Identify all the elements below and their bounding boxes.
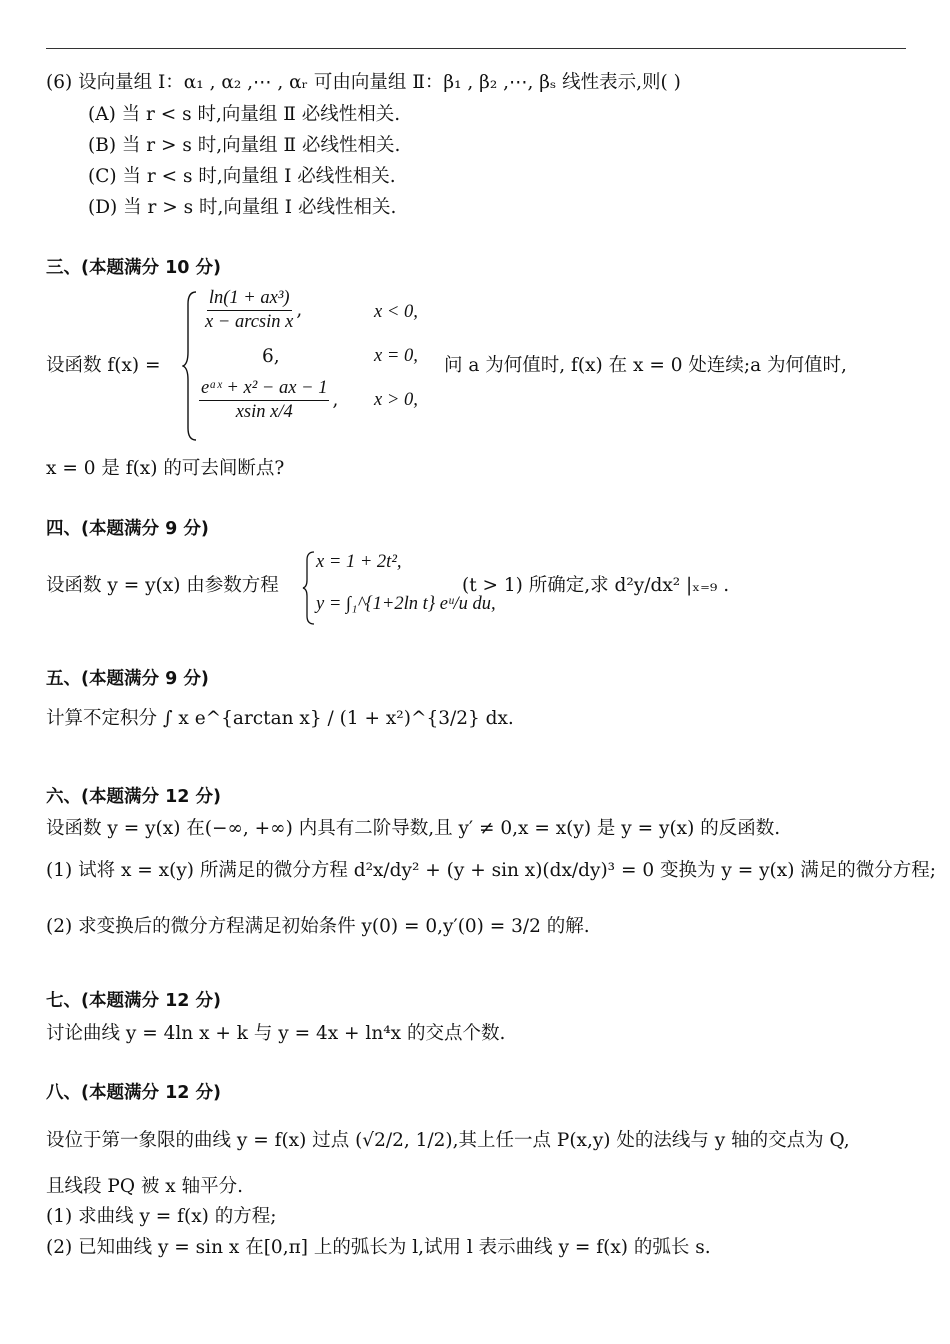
- s3-heading: 三、(本题满分 10 分): [46, 258, 222, 278]
- s4-heading: 四、(本题满分 9 分): [46, 519, 209, 539]
- s4-equation-x: x = 1 + 2t²,: [316, 552, 402, 572]
- s3-case3-comma: ,: [332, 389, 339, 411]
- s3-case1-denominator: x − arcsin x: [205, 312, 294, 332]
- s3-case2-value: 6,: [262, 346, 280, 367]
- s7-heading: 七、(本题满分 12 分): [46, 991, 222, 1011]
- s3-case1-condition: x < 0,: [374, 302, 418, 322]
- s5-integral: 计算不定积分 ∫ x e^{arctan x} / (1 + x²)^{3/2} dx.: [46, 708, 514, 729]
- q6-stem: (6) 设向量组 Ⅰ：α₁ , α₂ ,⋯ , αᵣ 可由向量组 Ⅱ：β₁ , β₂ ,⋯, βₛ 线性表示,则( ): [46, 72, 681, 93]
- s3-case1: [202, 288, 302, 333]
- q6-option-c: (C) 当 r < s 时,向量组 Ⅰ 必线性相关.: [88, 166, 396, 187]
- s3-case1-numerator: ln(1 + ax³): [207, 288, 292, 311]
- s5-heading: 五、(本题满分 9 分): [46, 669, 209, 689]
- s8-part2: (2) 已知曲线 y = sin x 在[0,π] 上的弧长为 l,试用 l 表示曲线 y = f(x) 的弧长 s.: [46, 1237, 711, 1258]
- s4-equation-y: y = ∫₁^{1+2ln t} eᵘ/u du,: [316, 594, 496, 614]
- s3-question: 问 a 为何值时, f(x) 在 x = 0 处连续;a 为何值时,: [444, 355, 847, 376]
- s4-left-brace: [302, 550, 316, 626]
- s6-part1: (1) 试将 x = x(y) 所满足的微分方程 d²x/dy² + (y + sin x)(dx/dy)³ = 0 变换为 y = y(x) 满足的微分方程;: [46, 860, 937, 881]
- s6-part2: (2) 求变换后的微分方程满足初始条件 y(0) = 0,y′(0) = 3/2 的解.: [46, 916, 590, 937]
- s4-prefix: 设函数 y = y(x) 由参数方程: [46, 575, 279, 596]
- s3-case1-comma: ,: [296, 299, 303, 321]
- top-rule: [46, 48, 906, 49]
- s3-case3-denominator: xsin x/4: [235, 402, 293, 422]
- s8-part1: (1) 求曲线 y = f(x) 的方程;: [46, 1206, 277, 1227]
- s6-line1: 设函数 y = y(x) 在(−∞, +∞) 内具有二阶导数,且 y′ ≠ 0,x = x(y) 是 y = y(x) 的反函数.: [46, 818, 781, 839]
- q6-option-d: (D) 当 r > s 时,向量组 Ⅰ 必线性相关.: [88, 197, 397, 218]
- s6-heading: 六、(本题满分 12 分): [46, 787, 222, 807]
- s8-line1: 设位于第一象限的曲线 y = f(x) 过点 (√2/2, 1/2),其上任一点 P(x,y) 处的法线与 y 轴的交点为 Q,: [46, 1130, 850, 1151]
- s3-question-continued: x = 0 是 f(x) 的可去间断点?: [46, 458, 285, 479]
- s3-case2-condition: x = 0,: [374, 346, 418, 366]
- s3-prefix: 设函数 f(x) =: [46, 355, 161, 376]
- q6-option-b: (B) 当 r > s 时,向量组 Ⅱ 必线性相关.: [88, 135, 401, 156]
- s7-text: 讨论曲线 y = 4ln x + k 与 y = 4x + ln⁴x 的交点个数.: [46, 1023, 506, 1044]
- s8-heading: 八、(本题满分 12 分): [46, 1083, 222, 1103]
- s3-case3: [196, 378, 338, 423]
- s3-case3-numerator: eᵃˣ + x² − ax − 1: [199, 378, 329, 401]
- q6-option-a: (A) 当 r < s 时,向量组 Ⅱ 必线性相关.: [88, 104, 401, 125]
- s3-case3-condition: x > 0,: [374, 390, 418, 410]
- s8-line2: 且线段 PQ 被 x 轴平分.: [46, 1176, 243, 1197]
- s4-suffix: (t > 1) 所确定,求 d²y/dx² |ₓ₌₉ .: [462, 575, 730, 596]
